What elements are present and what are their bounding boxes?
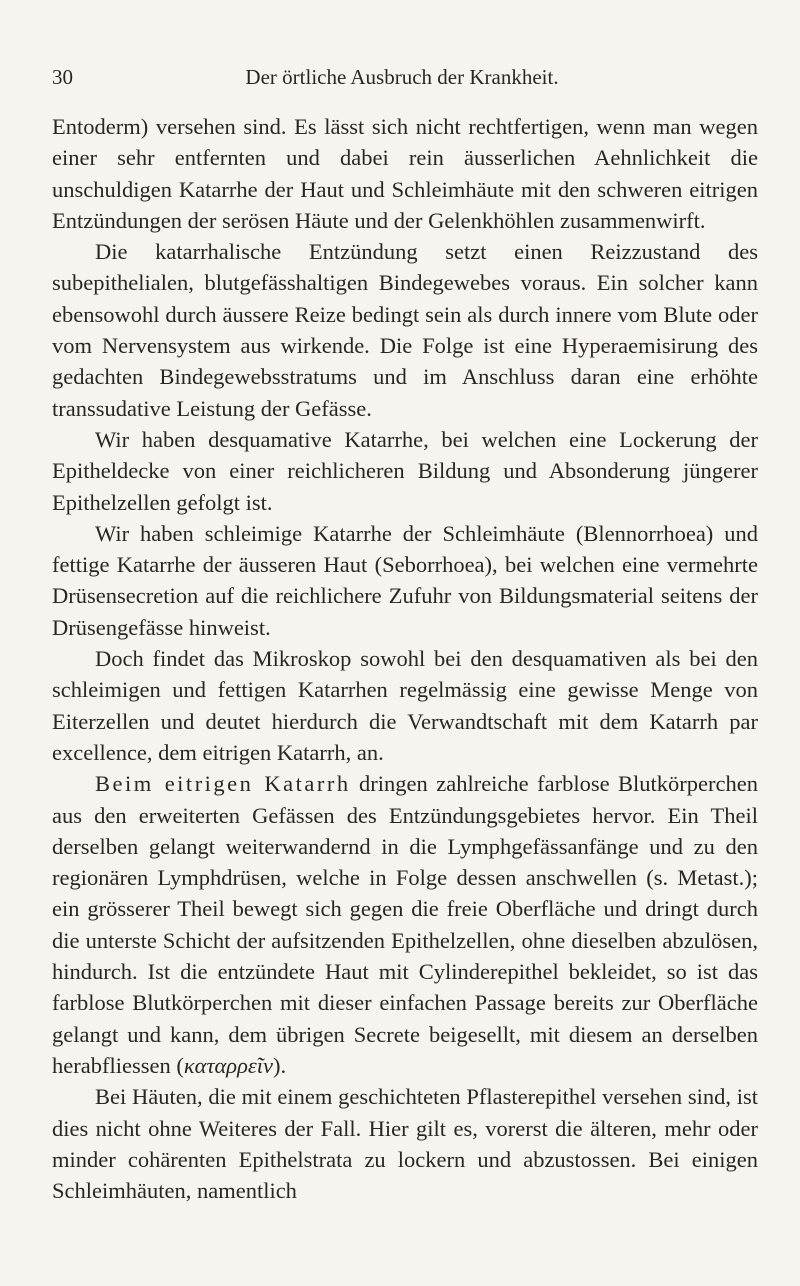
paragraph-3: Wir haben desquamative Katarrhe, bei welchen eine Lockerung der Epitheldecke von einer reichlicheren Bildung und Absonderung jüngerer Epithelzellen gefolgt ist. [52, 426, 758, 515]
paragraph-4: Wir haben schleimige Katarrhe der Schleimhäute (Blennorrhoea) und fettige Katarrhe der äusseren Haut (Seborrhoea), bei welchen eine vermehrte Drüsensecretion auf die reichlichere Zufuhr von Bildungsmaterial seitens der Drüsengefässe hinweist. [52, 520, 758, 640]
paragraph-6-end: ). [273, 1052, 287, 1078]
paragraph-6-text: dringen zahlreiche farblose Blutkörperchen aus den erweiterten Gefässen des Entzündungsgebietes hervor. Ein Theil derselben gelangt weiterwandernd in die Lymphgefässanfänge und zu den regionären Lymphdrüsen, welche in Folge dessen anschwellen (s. Metast.); ein grösserer Theil bewegt sich gegen die freie Oberfläche und dringt durch die unterste Schicht der aufsitzenden Epithelzellen, ohne dieselben abzulösen, hindurch. Ist die entzündete Haut mit Cylinderepithel bekleidet, so ist das farblose Blutkörperchen mit dieser einfachen Passage bereits zur Oberfläche gelangt und kann, dem übrigen Secrete beigesellt, mit diesem an derselben herabfliessen ( [52, 771, 758, 1078]
body-text [52, 111, 758, 1206]
paragraph-2: Die katarrhalische Entzündung setzt einen Reizzustand des subepithelialen, blutgefässhaltigen Bindegewebes voraus. Ein solcher kann ebensowohl durch äussere Reize bedingt sein als durch innere vom Blute oder vom Nervensystem aus wirkende. Die Folge ist eine Hyperaemisirung des gedachten Bindegewebsstratums und im Anschluss daran eine erhöhte transsudative Leistung der Gefässe. [52, 239, 758, 421]
paragraph-5: Doch findet das Mikroskop sowohl bei den desquamativen als bei den schleimigen und fettigen Katarrhen regelmässig eine gewisse Menge von Eiterzellen und deutet hierdurch die Verwandtschaft mit dem Katarrh par excellence, dem eitrigen Katarrh, an. [52, 646, 758, 765]
paragraph-1: Entoderm) versehen sind. Es lässt sich nicht rechtfertigen, wenn man wegen einer sehr entfernten und dabei rein äusserlichen Aehnlichkeit die unschuldigen Katarrhe der Haut und Schleimhäute mit den schweren eitrigen Entzündungen der serösen Häute und der Gelenkhöhlen zusammenwirft. [52, 114, 758, 233]
paragraph-6 [52, 768, 758, 1081]
page-number: 30 [52, 65, 73, 89]
greek-word: καταρρεῖν [183, 1052, 274, 1078]
running-title: Der örtliche Ausbruch der Krankheit. [245, 65, 559, 89]
emphasized-term: Beim eitrigen Katarrh [95, 771, 351, 797]
page-header [52, 62, 752, 92]
paragraph-7: Bei Häuten, die mit einem geschichteten Pflasterepithel versehen sind, ist dies nicht ohne Weiteres der Fall. Hier gilt es, vorerst die älteren, mehr oder minder cohärenten Epithelstrata zu lockern und abzustossen. Bei einigen Schleimhäuten, namentlich [52, 1084, 758, 1204]
